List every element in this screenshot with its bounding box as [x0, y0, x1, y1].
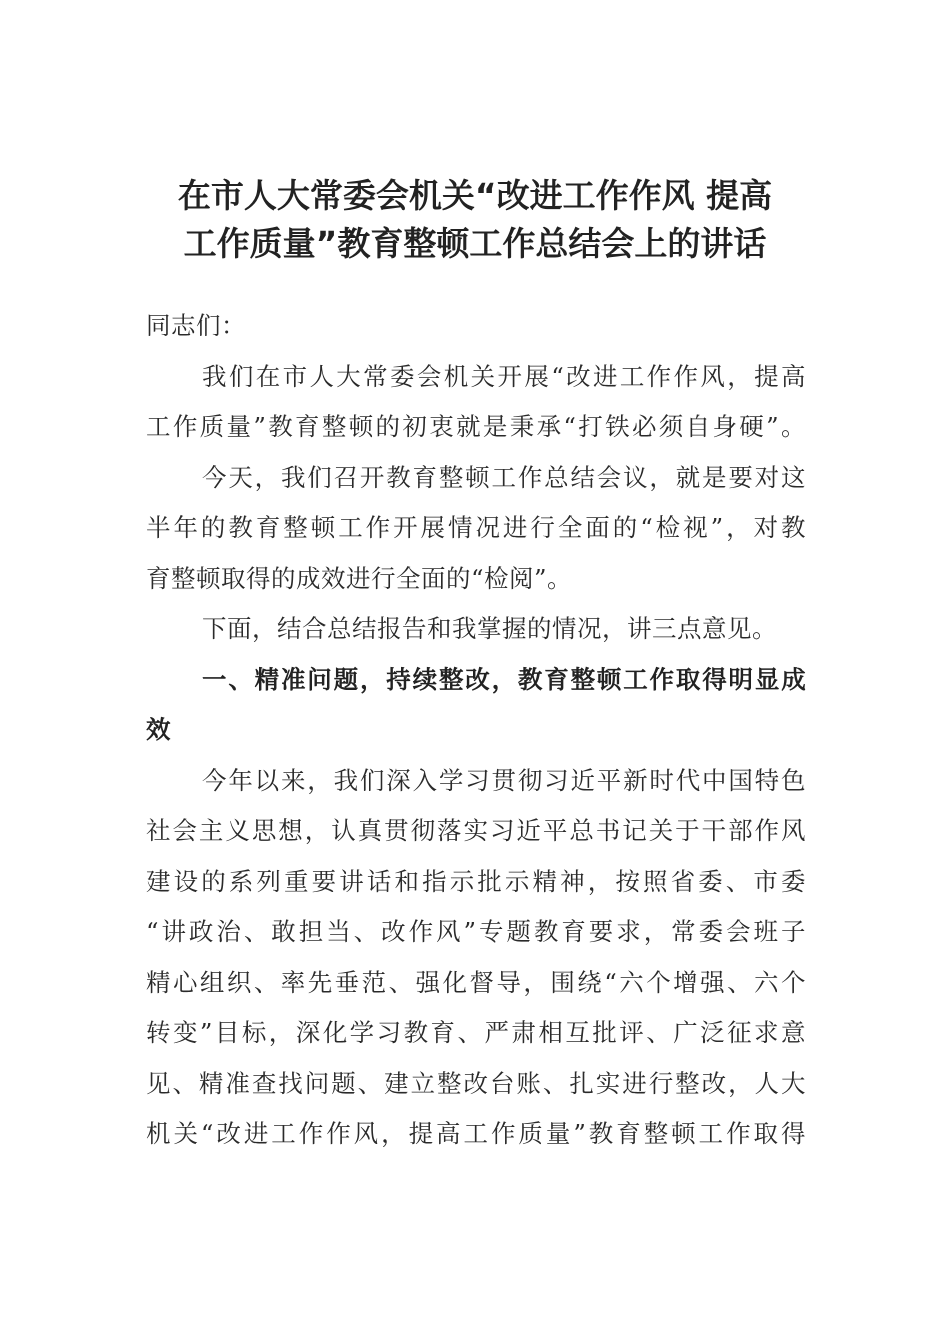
paragraph-line: 下面，结合总结报告和我掌握的情况，讲三点意见。: [202, 614, 777, 643]
section-heading-line: 一、精准问题，持续整改，教育整顿工作取得明显成: [202, 664, 806, 694]
paragraph-line: 我们在市人大常委会机关开展“改进工作作风，提高: [202, 361, 806, 391]
paragraph-line: 今天，我们召开教育整顿工作总结会议，就是要对这: [202, 462, 806, 492]
paragraph-line: 育整顿取得的成效进行全面的“检阅”。: [146, 563, 573, 593]
paragraph-line: 建设的系列重要讲话和指示批示精神，按照省委、市委: [146, 866, 806, 896]
paragraph-line: 见、精准查找问题、建立整改台账、扎实进行整改，人大: [146, 1068, 806, 1098]
title-line-1: 在市人大常委会机关“改进工作作风 提高: [177, 176, 773, 215]
paragraph-1: [146, 352, 806, 453]
paragraph-line: 社会主义思想，认真贯彻落实习近平总书记关于干部作风: [146, 816, 806, 845]
salutation: 同志们：: [146, 311, 246, 340]
paragraph-line: 转变”目标，深化学习教育、严肃相互批评、广泛征求意: [146, 1018, 806, 1047]
paragraph-line: “讲政治、敢担当、改作风”专题教育要求，常委会班子: [146, 917, 806, 946]
paragraph-3: [146, 604, 806, 655]
section-paragraph: [146, 756, 806, 1160]
section-heading: [146, 655, 806, 756]
section-heading-line: 效: [146, 715, 171, 744]
paragraph-line: 精心组织、率先垂范、强化督导，围绕“六个增强、六个: [146, 967, 806, 997]
paragraph-2: [146, 453, 806, 605]
paragraph-line: 工作质量”教育整顿的初衷就是秉承“打铁必须自身硬”。: [146, 412, 806, 441]
paragraph-line: 半年的教育整顿工作开展情况进行全面的“检视”，对教: [146, 513, 806, 542]
document-body: [146, 301, 806, 1160]
document-title: [140, 172, 810, 268]
paragraph-line: 今年以来，我们深入学习贯彻习近平新时代中国特色: [202, 765, 806, 795]
paragraph-line: 机关“改进工作作风，提高工作质量”教育整顿工作取得: [146, 1119, 806, 1148]
title-line-2: 工作质量”教育整顿工作总结会上的讲话: [183, 224, 767, 263]
